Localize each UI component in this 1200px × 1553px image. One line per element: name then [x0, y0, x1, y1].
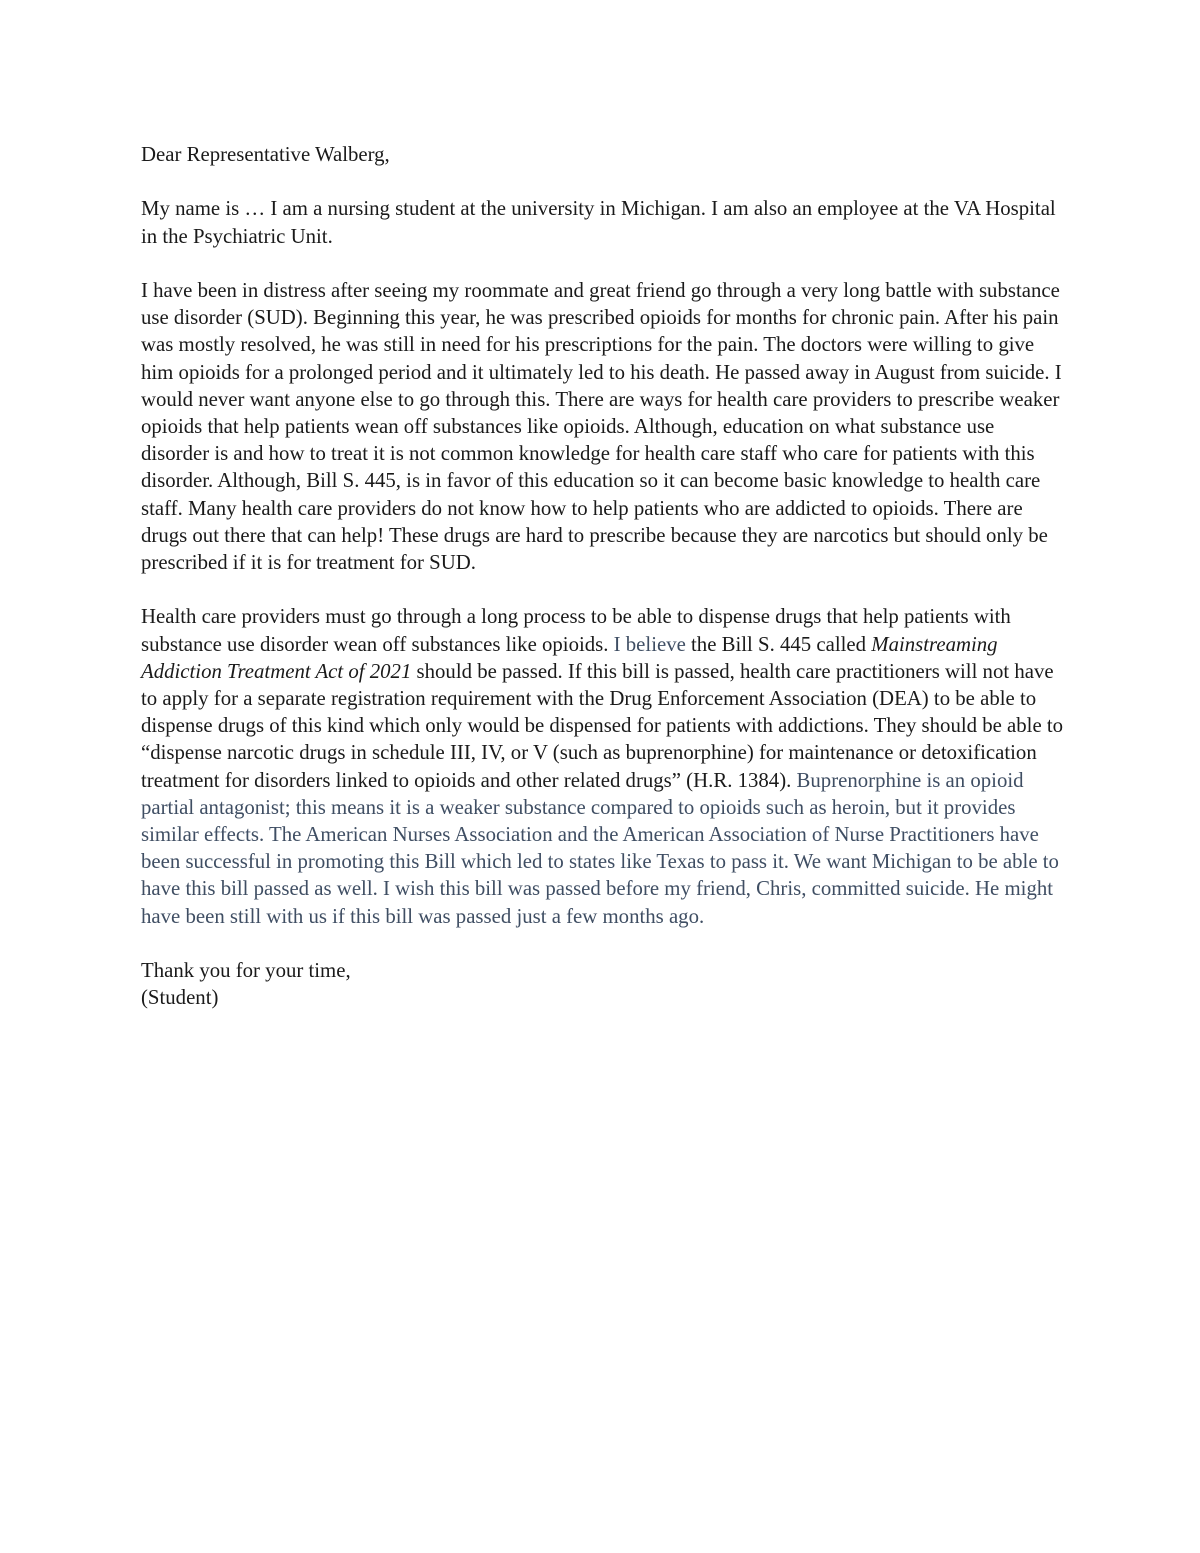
- bill-text-part-3: the Bill S. 445 called: [685, 632, 872, 656]
- bill-text-part-1: Health care providers must go through a long process to be able to dispense drugs that help patients with substance use disorder wean off substances like opioids.: [141, 605, 1011, 656]
- bill-text-part-2: I believe: [613, 632, 686, 656]
- bill-text-part-4: should be passed. If this bill is passed, health care practitioners will not have to apply for a separate registration requirement with the Drug Enforcement Association (DEA) to be able to dispense drugs of this kind which only would be dispensed for patients with addictions. They should be able to “dispense narcotic drugs in schedule III, IV, or V (such as buprenorphine) for maintenance or detoxification treatment for disorders linked to opioids and other related drugs” (H.R. 1384).: [141, 659, 1064, 792]
- bill-title: Mainstreaming Addiction Treatment Act of 2021: [141, 632, 998, 683]
- signature: (Student): [141, 986, 219, 1010]
- bill-paragraph: [141, 603, 1066, 929]
- story-paragraph: I have been in distress after seeing my roommate and great friend go through a very long battle with substance use disorder (SUD). Beginning this year, he was prescribed opioids for months for chronic pain. After his pain was mostly resolved, he was still in need for his prescriptions for the pain. The doctors were willing to give him opioids for a prolonged period and it ultimately led to his death. He passed away in August from suicide. I would never want anyone else to go through this. There are ways for health care providers to prescribe weaker opioids that help patients wean off substances like opioids. Although, education on what substance use disorder is and how to treat it is not common knowledge for health care staff who care for patients with this disorder. Although, Bill S. 445, is in favor of this education so it can become basic knowledge to health care staff. Many health care providers do not know how to help patients who are addicted to opioids. There are drugs out there that can help! These drugs are hard to prescribe because they are narcotics but should only be prescribed if it is for treatment for SUD.: [141, 278, 1062, 575]
- bill-text-part-5: Buprenorphine is an opioid partial antagonist; this means it is a weaker substance compared to opioids such as heroin, but it provides similar effects. The American Nurses Association and the American Association of Nurse Practitioners have been successful in promoting this Bill which led to states like Texas to pass it. We want Michigan to be able to have this bill passed as well. I wish this bill was passed before my friend, Chris, committed suicide. He might have been still with us if this bill was passed just a few months ago.: [141, 768, 1059, 928]
- salutation: Dear Representative Walberg,: [141, 143, 390, 166]
- closing: Thank you for your time,: [141, 959, 351, 983]
- letter-body: [141, 141, 1066, 1011]
- intro-paragraph: My name is … I am a nursing student at the university in Michigan. I am also an employee at the VA Hospital in the Psychiatric Unit.: [141, 197, 1056, 248]
